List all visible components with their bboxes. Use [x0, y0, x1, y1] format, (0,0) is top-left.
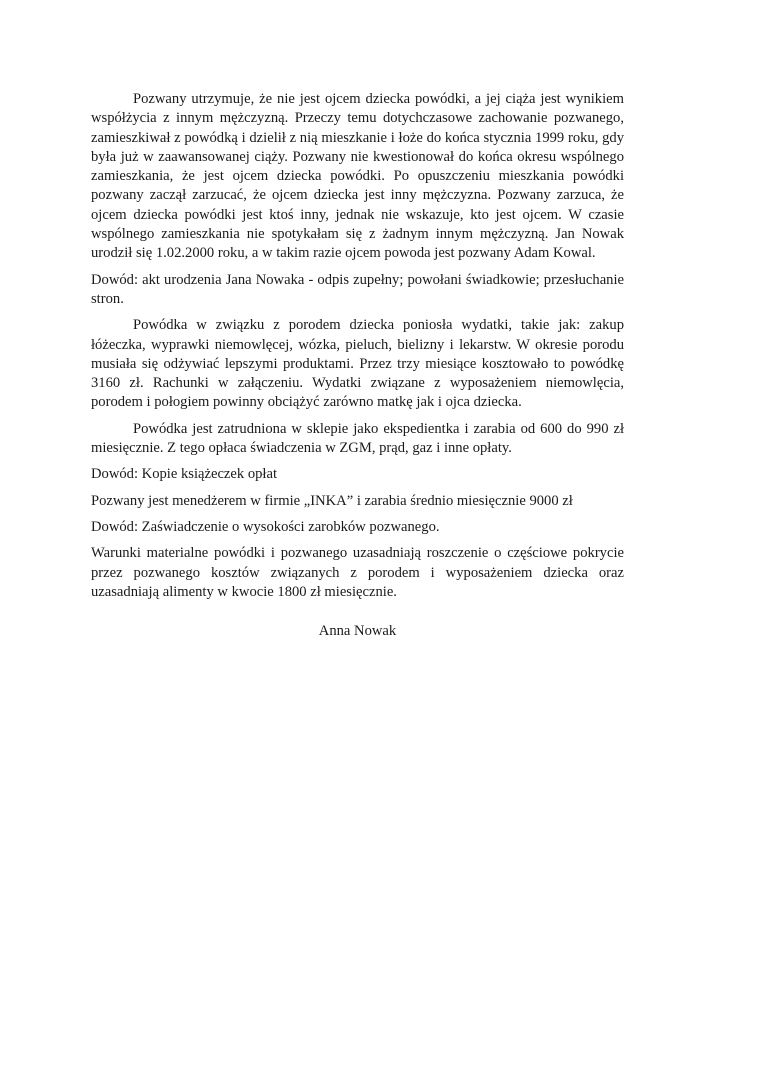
evidence-birth-certificate: Dowód: akt urodzenia Jana Nowaka - odpis zupełny; powołani świadkowie; przesłuchanie stron.	[91, 271, 624, 307]
paragraph-expenses: Powódka w związku z porodem dziecka poniosła wydatki, takie jak: zakup łóżeczka, wyprawki niemowlęcej, wózka, pieluch, bielizny i lekarstw. W okresie porodu musiała się odżywiać lepszymi produktami. Przez trzy miesiące kosztowało to powódkę 3160 zł. Rachunki w załączeniu. Wydatki związane z wyposażeniem niemowlęcia, porodem i połogiem powinny obciążyć zarówno matkę jak i ojca dziecka.	[91, 317, 624, 411]
paragraph-paternity-claim: Pozwany utrzymuje, że nie jest ojcem dziecka powódki, a jej ciąża jest wynikiem współżycia z innym mężczyzną. Przeczy temu dotychczasowe zachowanie pozwanego, zamieszkiwał z powódką i dzielił z nią mieszkanie i łoże do końca stycznia 1999 roku, gdy była już w zaawansowanej ciąży. Pozwany nie kwestionował do końca okresu wspólnego zamieszkania, że jest ojcem dziecka powódki. Po opuszczeniu mieszkania powódki pozwany zaczął zarzucać, że ojcem dziecka jest inny mężczyzna. Pozwany zarzuca, że ojcem dziecka powódki jest ktoś inny, jednak nie wskazuje, kto jest ojcem. W czasie wspólnego zamieszkania nie spotykałam się z żadnym innym mężczyzną. Jan Nowak urodził się 1.02.2000 roku, a w takim razie ojcem powoda jest pozwany Adam Kowal.	[91, 91, 624, 262]
paragraph-defendant-income: Pozwany jest menedżerem w firmie „INKA” i zarabia średnio miesięcznie 9000 zł	[91, 492, 573, 509]
evidence-payment-booklets: Dowód: Kopie książeczek opłat	[91, 466, 278, 483]
paragraph-conclusion: Warunki materialne powódki i pozwanego uzasadniają roszczenie o częściowe pokrycie przez pozwanego kosztów związanych z porodem i wyposażeniem dziecka oraz uzasadniają alimenty w kwocie 1800 zł miesięcznie.	[91, 545, 624, 600]
evidence-earnings-certificate: Dowód: Zaświadczenie o wysokości zarobków pozwanego.	[91, 518, 440, 535]
paragraph-plaintiff-income: Powódka jest zatrudniona w sklepie jako ekspedientka i zarabia od 600 do 990 zł miesięcznie. Z tego opłaca świadczenia w ZGM, prąd, gaz i inne opłaty.	[91, 420, 624, 457]
document-page	[91, 90, 624, 641]
signature: Anna Nowak	[318, 623, 397, 640]
